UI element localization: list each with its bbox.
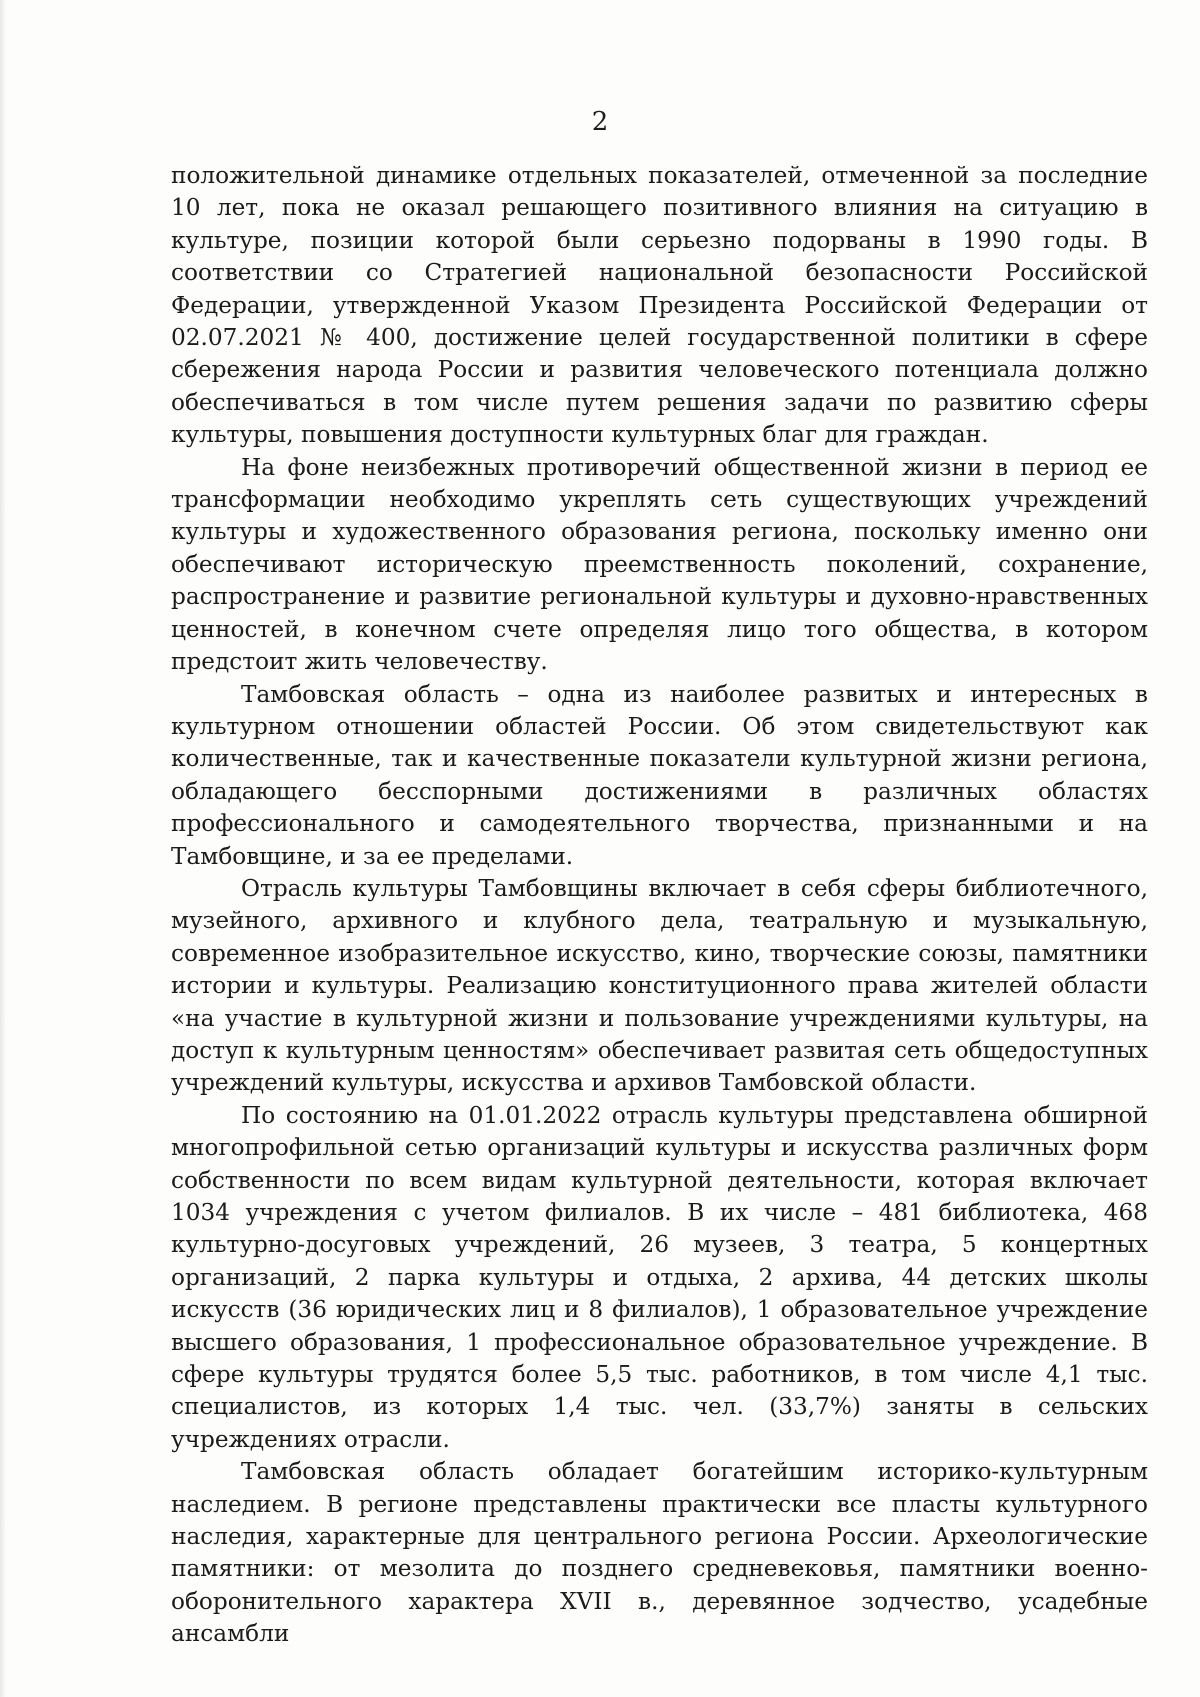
paragraph: Тамбовская область – одна из наиболее развитых и интересных в культурном отношении областей России. Об этом свидетельствуют как количественные, так и качественные показатели культурной жизни региона, обладающего бесспорными достижениями в различных областях профессионального и самодеятельного творчества, признанными и на Тамбовщине, и за ее пределами. (171, 680, 1148, 870)
document-body (171, 160, 1148, 1651)
paragraph: На фоне неизбежных противоречий общественной жизни в период ее трансформации необходимо укреплять сеть существующих учреждений культуры и художественного образования региона, поскольку именно они обеспечивают историческую преемственность поколений, сохранение, распространение и развитие региональной культуры и духовно-нравственных ценностей, в конечном счете определяя лицо того общества, в котором предстоит жить человечеству. (171, 453, 1148, 676)
paragraph: Отрасль культуры Тамбовщины включает в себя сферы библиотечного, музейного, архивного и клубного дела, театральную и музыкальную, современное изобразительное искусство, кино, творческие союзы, памятники истории и культуры. Реализацию конституционного права жителей области «на участие в культурной жизни и пользование учреждениями культуры, на доступ к культурным ценностям» обеспечивает развитая сеть общедоступных учреждений культуры, искусства и архивов Тамбовской области. (171, 874, 1148, 1097)
paragraph: По состоянию на 01.01.2022 отрасль культуры представлена обширной многопрофильной сетью организаций культуры и искусства различных форм собственности по всем видам культурной деятельности, которая включает 1034 учреждения с учетом филиалов. В их числе – 481 библиотека, 468 культурно-досуговых учреждений, 26 музеев, 3 театра, 5 концертных организаций, 2 парка культуры и отдыха, 2 архива, 44 детских школы искусств (36 юридических лиц и 8 филиалов), 1 образовательное учреждение высшего образования, 1 профессиональное образовательное учреждение. В сфере культуры трудятся более 5,5 тыс. работников, в том числе 4,1 тыс. специалистов, из которых 1,4 тыс. чел. (33,7%) заняты в сельских учреждениях отрасли. (171, 1101, 1148, 1453)
page-number: 2 (591, 107, 609, 137)
paragraph: положительной динамике отдельных показателей, отмеченной за последние 10 лет, пока не оказал решающего позитивного влияния на ситуацию в культуре, позиции которой были серьезно подорваны в 1990 годы. В соответствии со Стратегией национальной безопасности Российской Федерации, утвержденной Указом Президента Российской Федерации от 02.07.2021 № 400, достижение целей государственной политики в сфере сбережения народа России и развития человеческого потенциала должно обеспечиваться в том числе путем решения задачи по развитию сферы культуры, повышения доступности культурных благ для граждан. (171, 162, 1148, 449)
paragraph: Тамбовская область обладает богатейшим историко-культурным наследием. В регионе представлены практически все пласты культурного наследия, характерные для центрального региона России. Археологические памятники: от мезолита до позднего средневековья, памятники военно-оборонительного характера XVII в., деревянное зодчество, усадебные ансамбли (171, 1458, 1148, 1648)
scan-edge (0, 0, 6, 1697)
